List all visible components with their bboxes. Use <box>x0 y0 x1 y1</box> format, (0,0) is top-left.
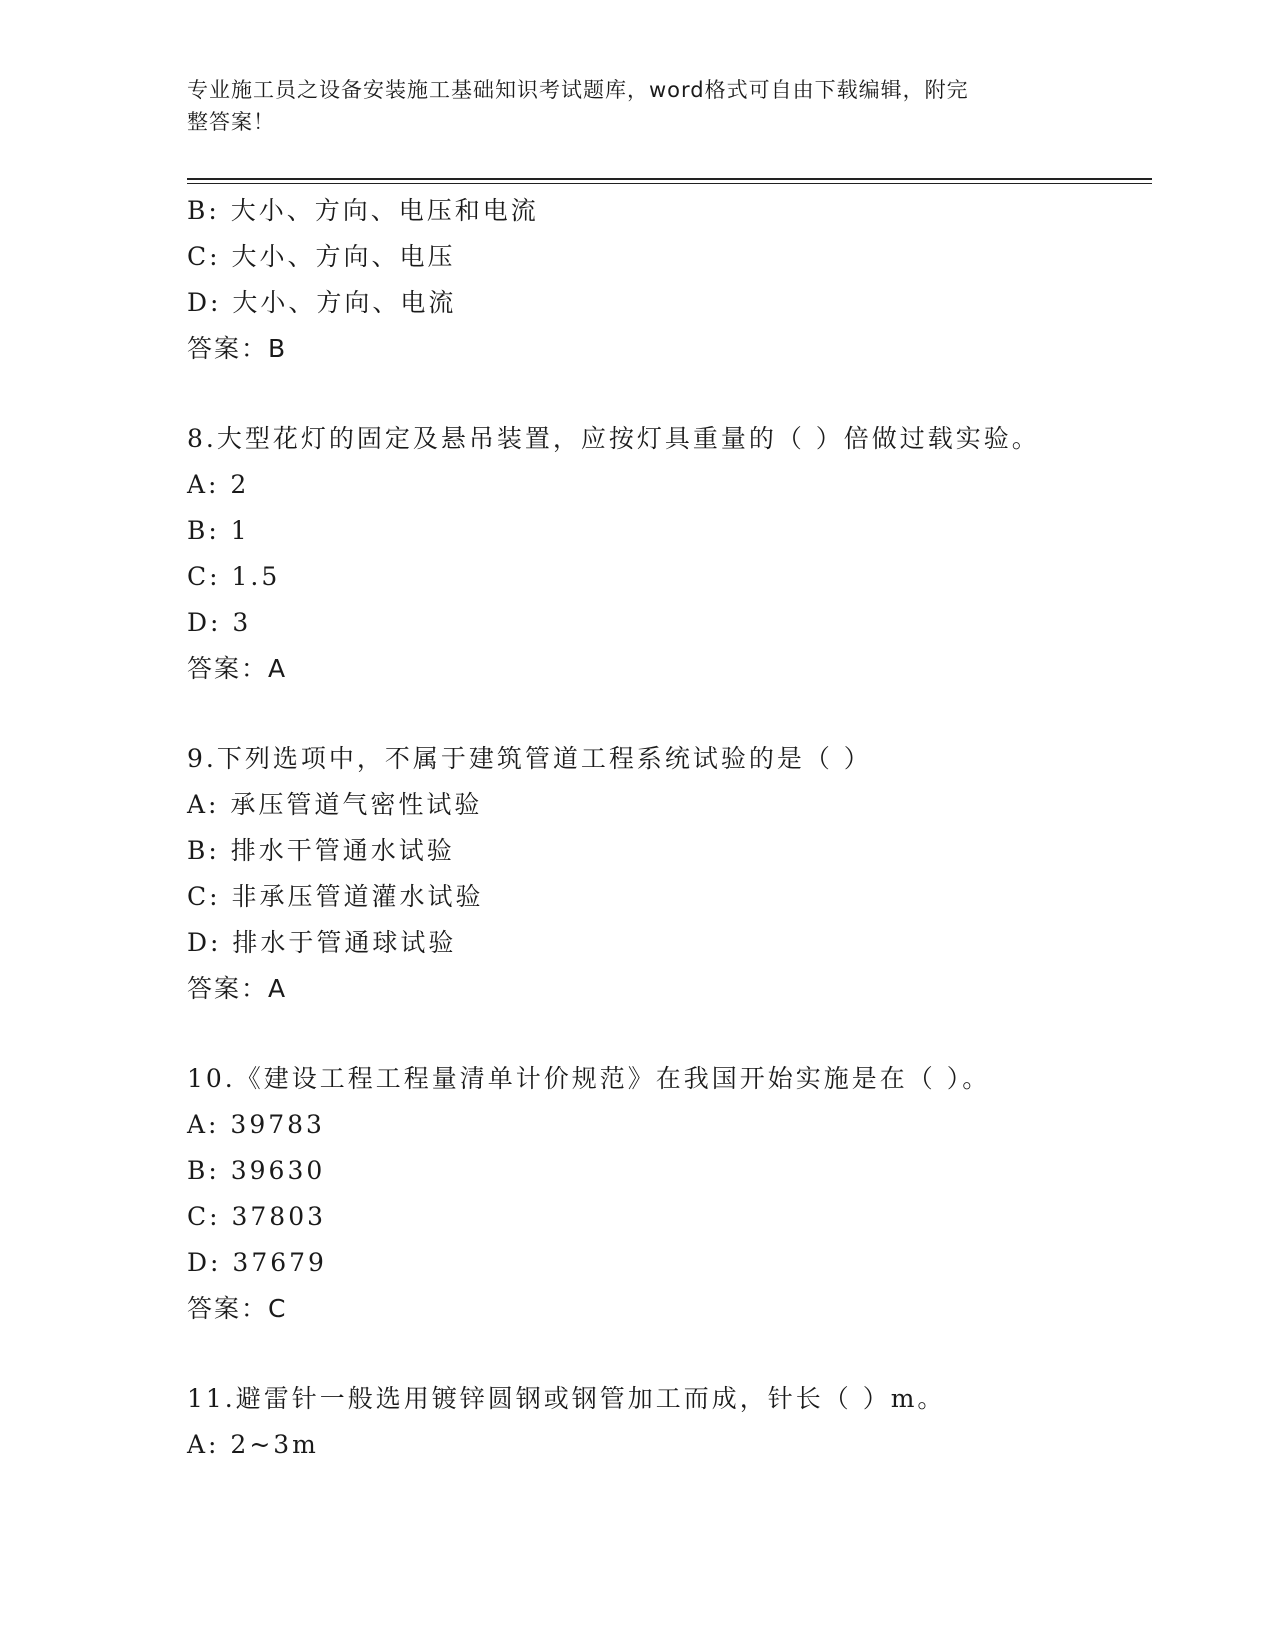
option-c: C: 大小、方向、电压 <box>187 242 456 271</box>
document-body <box>187 188 1147 1468</box>
header-line-1: 专业施工员之设备安装施工基础知识考试题库，word格式可自由下载编辑，附完 <box>187 78 969 102</box>
question-stem: 11.避雷针一般选用镀锌圆钢或钢管加工而成，针长（ ）m。 <box>187 1384 946 1413</box>
option-c: C: 非承压管道灌水试验 <box>187 882 484 911</box>
question-stem: 10.《建设工程工程量清单计价规范》在我国开始实施是在（ ）。 <box>187 1064 991 1093</box>
document-header <box>187 74 1067 138</box>
header-divider-thin <box>187 183 1152 184</box>
option-c: C: 1.5 <box>187 562 281 591</box>
question-7-partial <box>187 188 1147 372</box>
option-d: D: 37679 <box>187 1248 327 1277</box>
spacer <box>187 372 1147 416</box>
spacer <box>187 1332 1147 1376</box>
option-b: B: 大小、方向、电压和电流 <box>187 196 539 225</box>
answer-line: 答案：B <box>187 334 288 363</box>
question-10 <box>187 1056 1147 1332</box>
question-stem: 8.大型花灯的固定及悬吊装置，应按灯具重量的（ ）倍做过载实验。 <box>187 424 1040 453</box>
spacer <box>187 692 1147 736</box>
option-d: D: 大小、方向、电流 <box>187 288 457 317</box>
answer-line: 答案：A <box>187 974 288 1003</box>
question-stem: 9.下列选项中，不属于建筑管道工程系统试验的是（ ） <box>187 744 872 773</box>
option-d: D: 3 <box>187 608 252 637</box>
option-c: C: 37803 <box>187 1202 327 1231</box>
option-a: A: 承压管道气密性试验 <box>187 790 483 819</box>
spacer <box>187 1012 1147 1056</box>
question-8 <box>187 416 1147 692</box>
option-a: A: 2~3m <box>187 1430 319 1459</box>
answer-line: 答案：A <box>187 654 288 683</box>
question-11 <box>187 1376 1147 1468</box>
option-b: B: 39630 <box>187 1156 326 1185</box>
header-line-2: 整答案！ <box>187 110 275 134</box>
option-d: D: 排水于管通球试验 <box>187 928 457 957</box>
option-b: B: 排水干管通水试验 <box>187 836 455 865</box>
option-b: B: 1 <box>187 516 250 545</box>
option-a: A: 2 <box>187 470 250 499</box>
question-9 <box>187 736 1147 1012</box>
answer-line: 答案：C <box>187 1294 288 1323</box>
header-divider-thick <box>187 178 1152 180</box>
option-a: A: 39783 <box>187 1110 325 1139</box>
